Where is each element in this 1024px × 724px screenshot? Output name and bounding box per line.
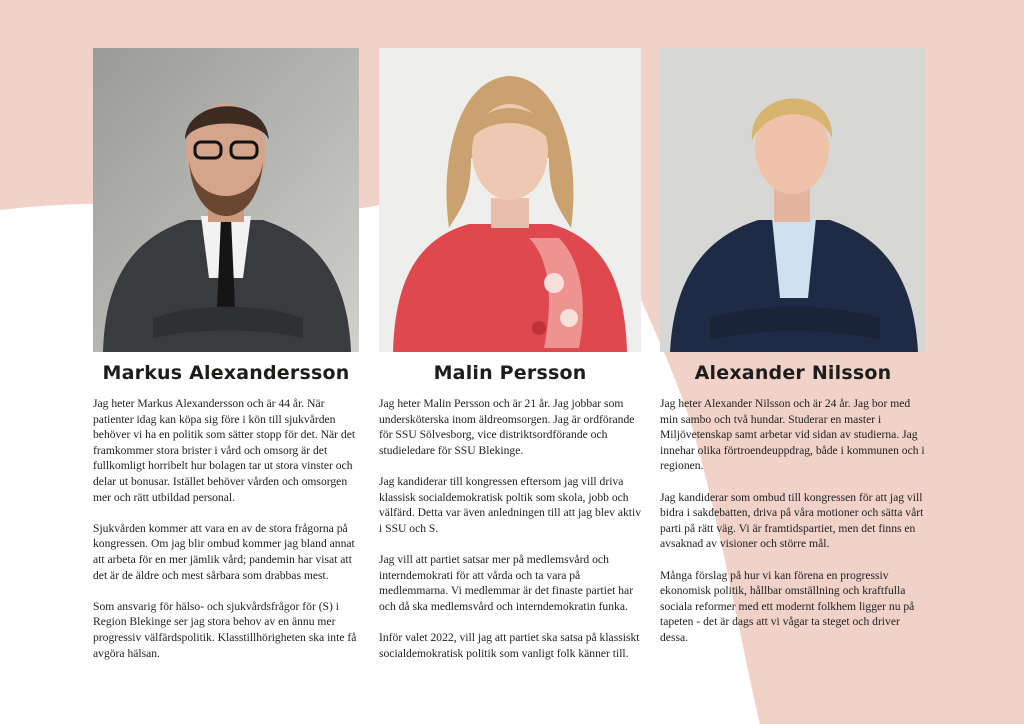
candidate-photo-markus bbox=[93, 48, 359, 352]
candidate-photo-malin bbox=[379, 48, 641, 352]
bio-paragraph: Jag heter Markus Alexandersson och är 44 år. När patienter idag kan köpa sig före i kön till sjukvården behöver vi ha en politik som sätter stopp för det. När det framkommer stora brister i vård och omsorg är det fullkomligt horribelt hur bolagen tar ut stora vinster och delar ut bonusar. Istället behöver vården och omsorgen mer och rätt utbildad personal. bbox=[93, 397, 356, 504]
bio-paragraph: Sjukvården kommer att vara en av de stora frågorna på kongressen. Om jag blir ombud kommer jag bland annat att arbeta för en mer jämlik vård; pandemin har visat att det är de äldre och mest sårbara som drabbas mest. bbox=[93, 521, 355, 582]
bio-paragraph: Jag kandiderar som ombud till kongressen för att jag vill bidra i sakdebatten, driva på våra motioner och sätta vårt parti på rätt väg. Vi är framtidspartiet, men det finns en avsaknad av visioner och större mål. bbox=[660, 490, 924, 551]
bio-paragraph: Inför valet 2022, vill jag att partiet ska satsa på klassiskt socialdemokratisk politik som vanligt folk känner till. bbox=[379, 630, 640, 660]
bio-paragraph: Som ansvarig för hälso- och sjukvårdsfrågor för (S) i Region Blekinge ser jag stora behov av en ännu mer progressiv välfärdspolitik. Klasstillhörigheten ska inte få avgöra hälsan. bbox=[93, 599, 357, 660]
candidate-bio bbox=[379, 396, 647, 677]
bio-paragraph: Jag vill att partiet satsar mer på medlemsvård och interndemokrati för att vårda och ta vara på medlemmarna. Vi medlemmar är det finaste partiet har och då ska medlemsvård och interndemokratin funka. bbox=[379, 552, 634, 613]
candidate-name: Malin Persson bbox=[433, 362, 587, 384]
bio-paragraph: Många förslag på hur vi kan förena en progressiv ekonomisk politik, hållbar omställning och kraftfulla sociala reformer med ett modernt folkhem ligger nu på tapeten - det är dags att vi vågar ta steget och driver dessa. bbox=[660, 568, 915, 644]
candidate-bio bbox=[93, 396, 363, 677]
bio-paragraph: Jag heter Alexander Nilsson och är 24 år. Jag bor med min sambo och två hundar. Studerar en master i Miljövetenskap samt arbetar vid sidan av studierna. Jag innehar olika förtroendeuppdrag, både i kommunen och i regionen. bbox=[660, 397, 925, 473]
candidate-photo-alexander bbox=[660, 48, 926, 352]
bio-paragraph: Jag heter Malin Persson och är 21 år. Jag jobbar som undersköterska inom äldreomsorgen. Jag är ordförande för SSU Sölvesborg, vice distriktsordförande och studieledare för SSU Blekinge. bbox=[379, 397, 635, 457]
candidate-name: Markus Alexandersson bbox=[102, 362, 350, 384]
candidate-name: Alexander Nilsson bbox=[694, 362, 892, 384]
candidate-bio bbox=[660, 396, 928, 661]
bio-paragraph: Jag kandiderar till kongressen eftersom jag vill driva klassisk socialdemokratisk poltik som skola, jobb och välfärd. Detta var även anledningen till att jag blev aktiv i SSU och S. bbox=[379, 474, 642, 535]
